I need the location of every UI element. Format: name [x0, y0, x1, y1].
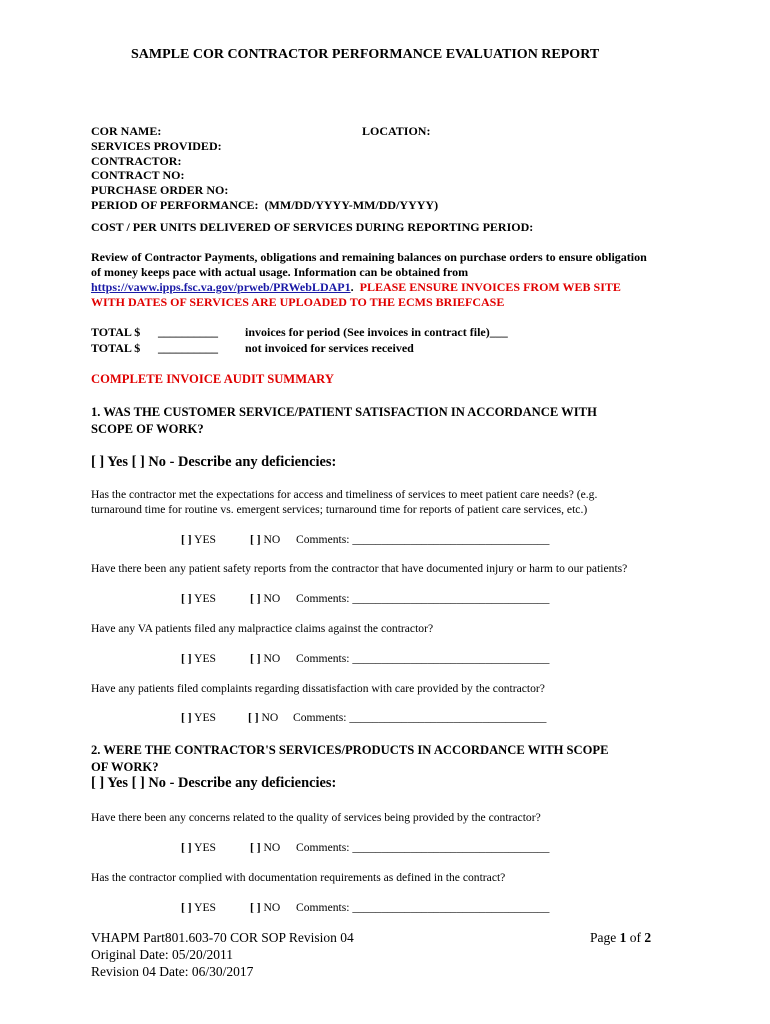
purchase-order-label: PURCHASE ORDER NO:: [91, 183, 229, 197]
s1-q3-no: [ ] NO: [250, 652, 281, 665]
cost-line: COST / PER UNITS DELIVERED OF SERVICES DURING REPORTING PERIOD:: [91, 220, 534, 234]
page-title: SAMPLE COR CONTRACTOR PERFORMANCE EVALUATION REPORT: [131, 47, 600, 62]
page-number: Page 1 of 2: [590, 930, 652, 945]
section-2-heading: 2. WERE THE CONTRACTOR'S SERVICES/PRODUCTS IN ACCORDANCE WITH SCOPE: [91, 743, 609, 757]
s2-q2-comments[interactable]: Comments: __________________________________: [296, 901, 550, 914]
no-checkbox[interactable]: [ ]: [250, 901, 261, 914]
s2-q2-no: [ ] NO: [250, 901, 281, 914]
total-not-invoiced-blank: __________: [158, 341, 218, 355]
period-of-performance-label: PERIOD OF PERFORMANCE: (MM/DD/YYYY-MM/DD/YYYY): [91, 198, 439, 212]
review-line-3: https://vaww.ipps.fsc.va.gov/prweb/PRWebLDAP1. PLEASE ENSURE INVOICES FROM WEB SITE: [91, 280, 621, 294]
s1-q4-yes: [ ] YES: [181, 711, 216, 724]
s1-q1-comments[interactable]: Comments: __________________________________: [296, 533, 550, 546]
section-1-subheading: [ ] Yes [ ] No - Describe any deficiencies:: [91, 454, 337, 470]
services-provided-label: SERVICES PROVIDED:: [91, 139, 222, 153]
total-invoiced-label: TOTAL $: [91, 325, 141, 339]
no-checkbox[interactable]: [ ]: [248, 711, 259, 724]
location-label: LOCATION:: [362, 124, 431, 138]
s1-q2-yes: [ ] YES: [181, 592, 216, 605]
cor-name-label: COR NAME:: [91, 124, 162, 138]
yes-checkbox[interactable]: [ ]: [181, 711, 192, 724]
audit-heading: COMPLETE INVOICE AUDIT SUMMARY: [91, 372, 334, 386]
ipps-link[interactable]: https://vaww.ipps.fsc.va.gov/prweb/PRWebLDAP1: [91, 280, 351, 294]
total-not-invoiced-desc: not invoiced for services received: [245, 341, 414, 355]
s1-q2-no: [ ] NO: [250, 592, 281, 605]
yes-checkbox[interactable]: [ ]: [181, 901, 192, 914]
s1-question-1: Has the contractor met the expectations for access and timeliness of services to meet patient care needs? (e.g.: [91, 488, 598, 501]
total-invoiced-desc: invoices for period (See invoices in contract file)___: [245, 325, 508, 339]
s1-q3-yes: [ ] YES: [181, 652, 216, 665]
s2-question-2: Has the contractor complied with documentation requirements as defined in the contract?: [91, 871, 506, 884]
footer-original-date: Original Date: 05/20/2011: [91, 947, 233, 962]
s2-q1-no: [ ] NO: [250, 841, 281, 854]
s2-q1-yes: [ ] YES: [181, 841, 216, 854]
s1-question-2: Have there been any patient safety reports from the contractor that have documented injury or harm to our patients?: [91, 562, 628, 575]
review-line-2: of money keeps pace with actual usage. Information can be obtained from: [91, 265, 469, 279]
total-invoiced-blank: __________: [158, 325, 218, 339]
no-checkbox[interactable]: [ ]: [250, 533, 261, 546]
s1-question-4: Have any patients filed complaints regarding dissatisfaction with care provided by the contractor?: [91, 682, 545, 695]
s1-question-1-cont: turnaround time for routine vs. emergent services; turnaround time for reports of patient care services, etc.): [91, 503, 588, 516]
review-line-1: Review of Contractor Payments, obligations and remaining balances on purchase orders to ensure obligation: [91, 250, 647, 264]
yes-checkbox[interactable]: [ ]: [181, 592, 192, 605]
s2-q1-comments[interactable]: Comments: __________________________________: [296, 841, 550, 854]
no-checkbox[interactable]: [ ]: [250, 652, 261, 665]
s1-q2-comments[interactable]: Comments: __________________________________: [296, 592, 550, 605]
s2-question-1: Have there been any concerns related to the quality of services being provided by the contractor?: [91, 811, 541, 824]
section-2-subheading: [ ] Yes [ ] No - Describe any deficiencies:: [91, 775, 337, 791]
section-1-heading-cont: SCOPE OF WORK?: [91, 422, 204, 436]
s1-q1-answer-row: [ ] YES: [181, 533, 216, 546]
footer-revision-date: Revision 04 Date: 06/30/2017: [91, 964, 254, 979]
s1-q4-comments[interactable]: Comments: __________________________________: [293, 711, 547, 724]
warning-text: PLEASE ENSURE INVOICES FROM WEB SITE: [359, 280, 621, 294]
total-not-invoiced-label: TOTAL $: [91, 341, 141, 355]
contractor-label: CONTRACTOR:: [91, 154, 182, 168]
section-2-heading-cont: OF WORK?: [91, 760, 159, 774]
no-checkbox[interactable]: [ ]: [250, 592, 261, 605]
contract-no-label: CONTRACT NO:: [91, 168, 185, 182]
yes-checkbox[interactable]: [ ]: [181, 533, 192, 546]
yes-checkbox[interactable]: [ ]: [181, 841, 192, 854]
section-1-heading: 1. WAS THE CUSTOMER SERVICE/PATIENT SATISFACTION IN ACCORDANCE WITH: [91, 405, 597, 419]
s1-q1-no: [ ] NO: [250, 533, 281, 546]
s1-question-3: Have any VA patients filed any malpractice claims against the contractor?: [91, 622, 434, 635]
footer-doc-id: VHAPM Part801.603-70 COR SOP Revision 04: [91, 930, 354, 945]
s1-q4-no: [ ] NO: [248, 711, 279, 724]
warning-text-2: WITH DATES OF SERVICES ARE UPLOADED TO THE ECMS BRIEFCASE: [91, 295, 505, 309]
no-checkbox[interactable]: [ ]: [250, 841, 261, 854]
yes-checkbox[interactable]: [ ]: [181, 652, 192, 665]
s1-q3-comments[interactable]: Comments: __________________________________: [296, 652, 550, 665]
s2-q2-yes: [ ] YES: [181, 901, 216, 914]
